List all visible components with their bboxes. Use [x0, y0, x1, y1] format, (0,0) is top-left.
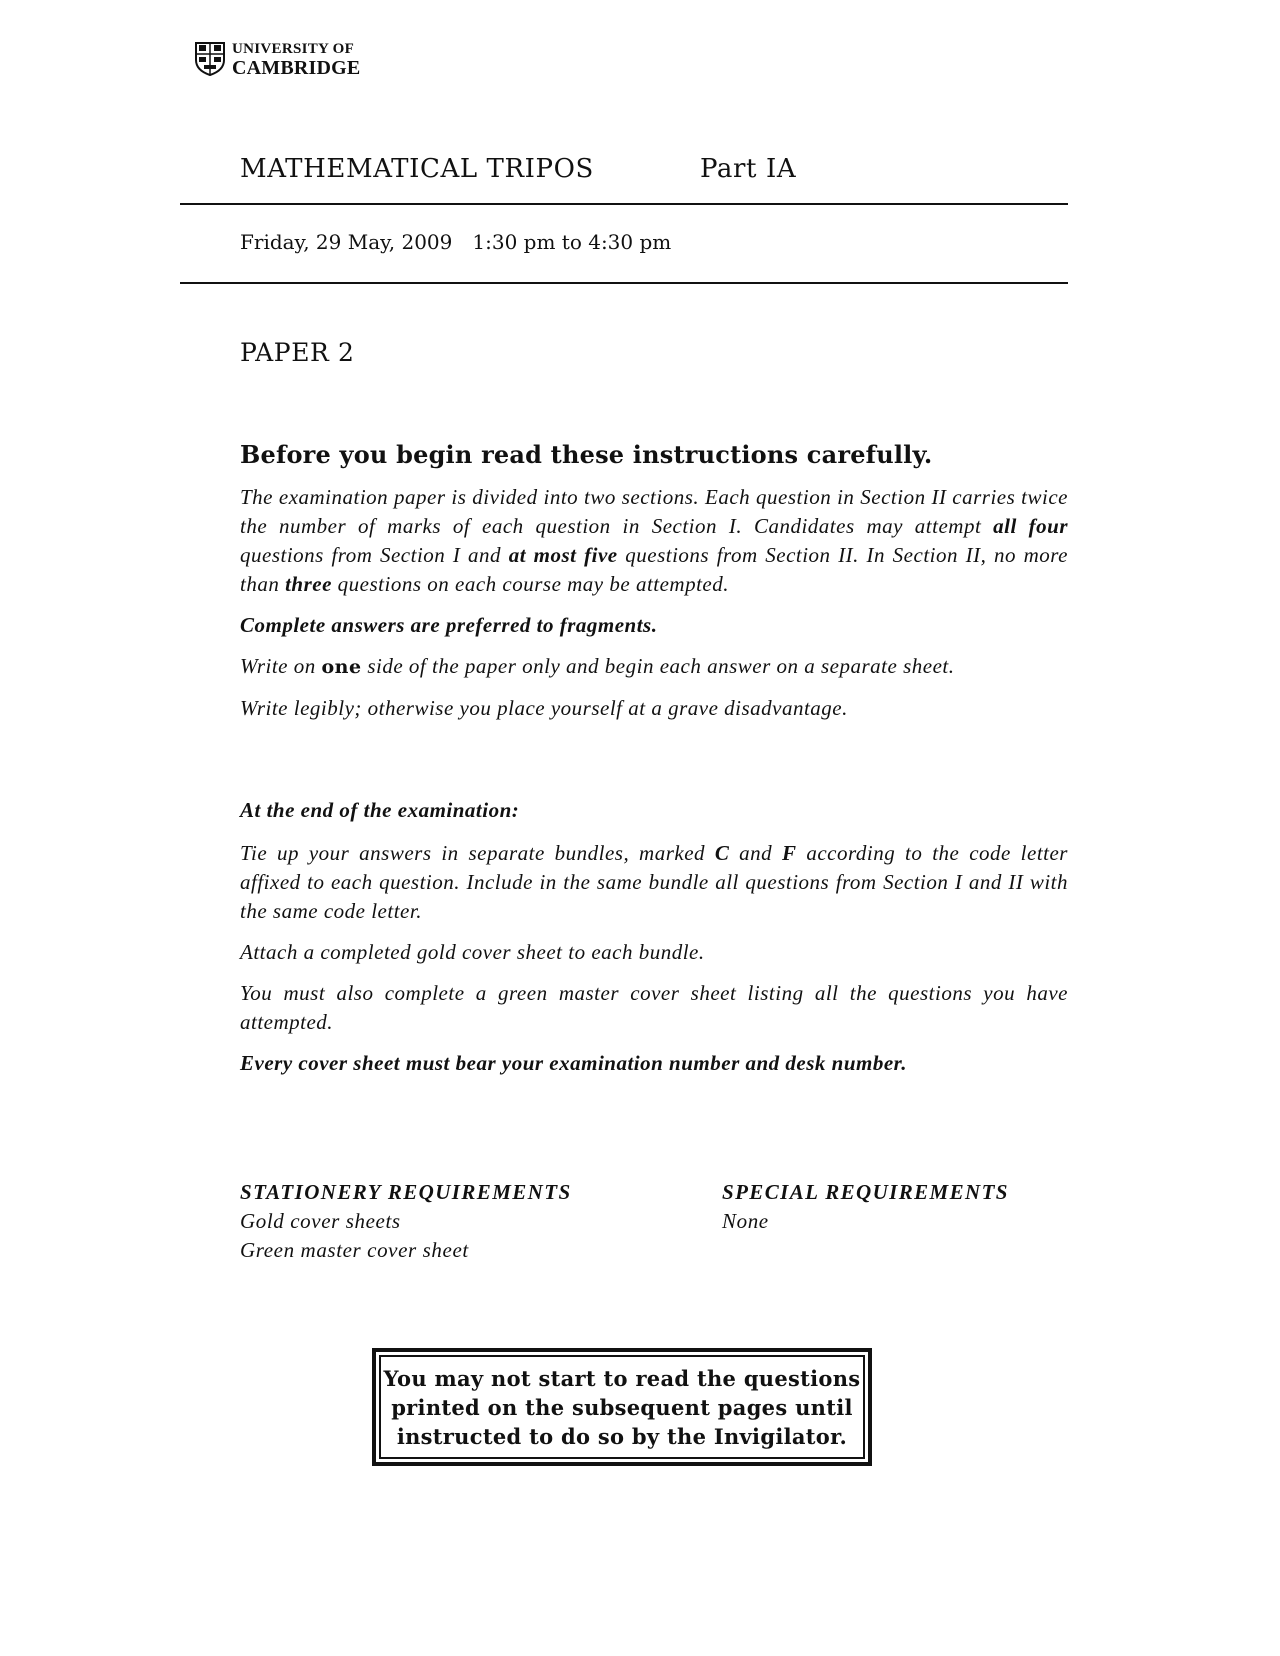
bottom-rule: [180, 282, 1068, 284]
paper-title: PAPER 2: [240, 338, 355, 367]
end-paragraph-4: Every cover sheet must bear your examination number and desk number.: [240, 1051, 907, 1075]
end-paragraph-1: Tie up your answers in separate bundles, marked C and F according to the code letter affixed to each question. Include in the same bundle all questions from Section I and II with the same code letter.: [240, 841, 1068, 923]
instructions-paragraph-2: Complete answers are preferred to fragments.: [240, 613, 658, 637]
exam-date-row: [240, 230, 671, 254]
special-item: None: [722, 1209, 769, 1233]
instructions-section: [240, 440, 1068, 735]
stationery-item: Gold cover sheets: [240, 1209, 401, 1233]
stationery-heading: STATIONERY REQUIREMENTS: [240, 1180, 572, 1204]
special-requirements: [722, 1178, 1009, 1236]
notice-line: instructed to do so by the Invigilator.: [396, 1423, 848, 1449]
instructions-paragraph-4: Write legibly; otherwise you place yourself at a grave disadvantage.: [240, 696, 848, 720]
exam-date: Friday, 29 May, 2009: [240, 230, 453, 254]
instructions-paragraph-3: Write on one side of the paper only and begin each answer on a separate sheet.: [240, 654, 955, 678]
end-of-exam-section: [240, 796, 1068, 1090]
instructions-heading: Before you begin read these instructions carefully.: [240, 440, 933, 469]
logo-wordmark: [232, 42, 360, 78]
exam-title-row: [240, 154, 797, 184]
end-paragraph-3: You must also complete a green master cover sheet listing all the questions you have attempted.: [240, 981, 1068, 1034]
stationery-requirements: [240, 1178, 572, 1265]
logo-line1: UNIVERSITY OF: [232, 41, 355, 57]
exam-time: 1:30 pm to 4:30 pm: [472, 230, 672, 254]
university-logo: [195, 42, 360, 78]
end-paragraph-2: Attach a completed gold cover sheet to each bundle.: [240, 940, 705, 964]
notice-inner-border: [379, 1355, 865, 1459]
end-heading: At the end of the examination:: [240, 798, 520, 822]
logo-line2: CAMBRIDGE: [232, 57, 361, 79]
exam-title: MATHEMATICAL TRIPOS: [240, 154, 594, 184]
crest-icon: [195, 42, 225, 76]
invigilator-notice-box: [372, 1348, 872, 1466]
instructions-paragraph-1: The examination paper is divided into two sections. Each question in Section II carries twice the number of marks of each question in Section I. Candidates may attempt all four questions from Section I and at most five questions from Section II. In Section II, no more than three questions on each course may be attempted.: [240, 485, 1069, 596]
stationery-item: Green master cover sheet: [240, 1238, 469, 1262]
exam-part: Part IA: [700, 154, 797, 184]
notice-line: printed on the subsequent pages until: [391, 1394, 853, 1420]
notice-line: You may not start to read the questions: [383, 1365, 861, 1391]
notice-text: [384, 1364, 861, 1451]
special-heading: SPECIAL REQUIREMENTS: [722, 1180, 1009, 1204]
top-rule: [180, 203, 1068, 205]
